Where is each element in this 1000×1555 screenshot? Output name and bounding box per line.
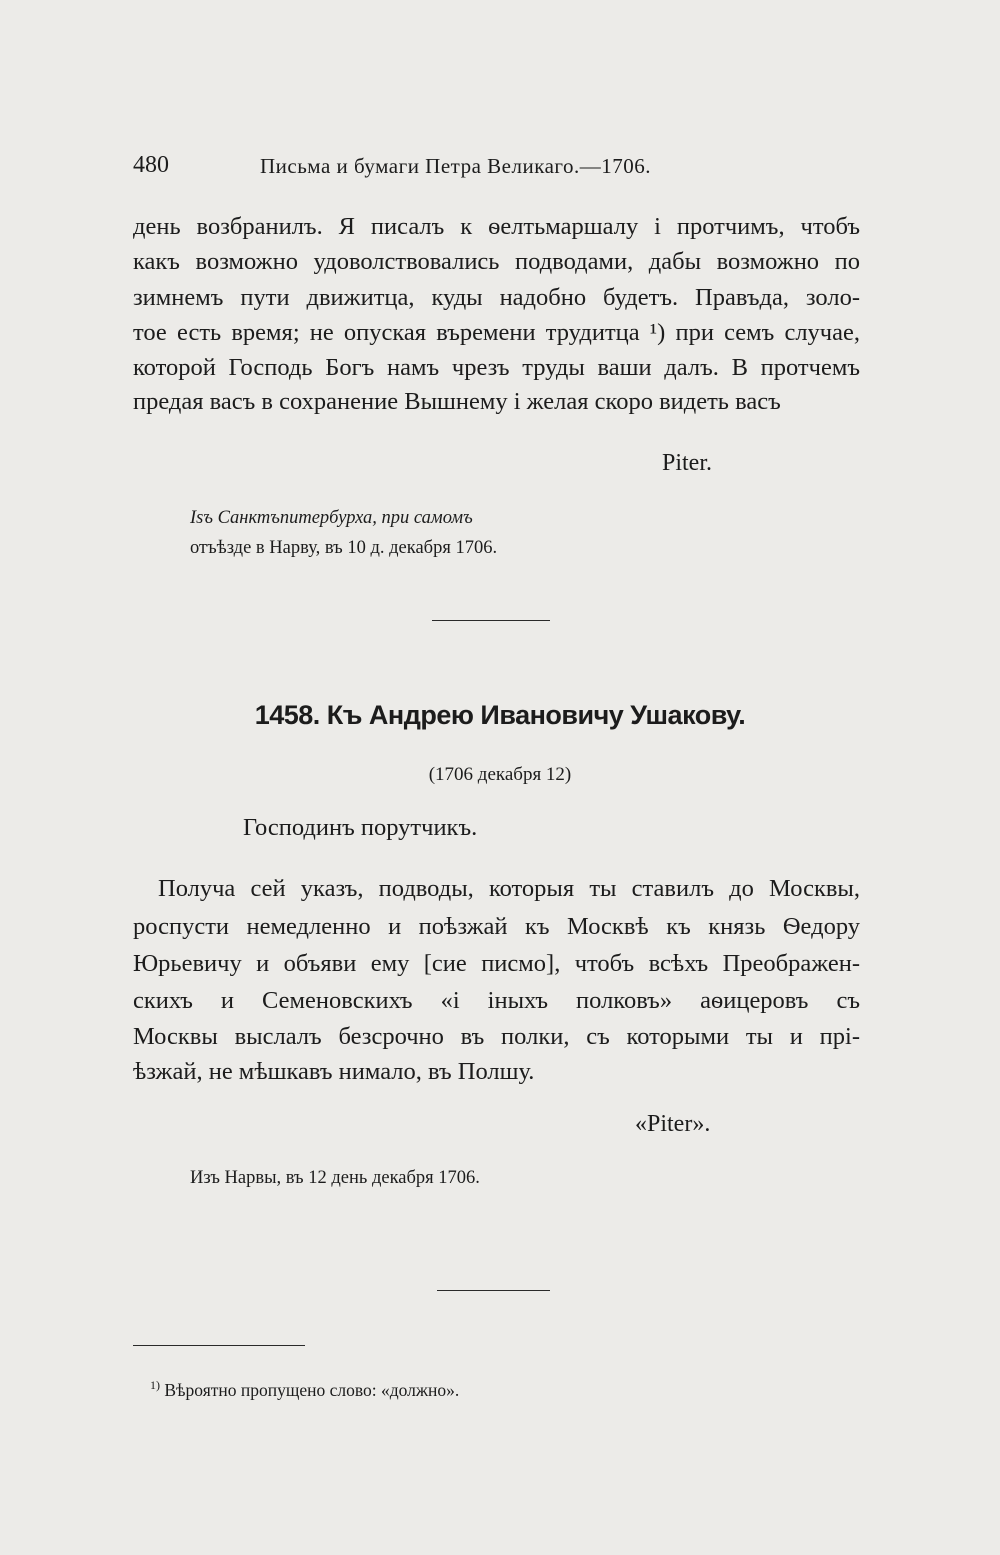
footnote-rule: [133, 1345, 305, 1346]
body-line: зимнемъ пути движитца, куды надобно будетъ. Правъда, золо-: [133, 284, 860, 311]
body-line: Получа сей указъ, подводы, которыя ты ставилъ до Москвы,: [158, 875, 860, 902]
dateline: отъѣзде в Нарву, въ 10 д. декабря 1706.: [190, 538, 498, 558]
letter-heading: 1458. Къ Андрею Ивановичу Ушакову.: [254, 700, 746, 730]
footnote: [150, 1378, 459, 1401]
signature: «Piter».: [635, 1111, 711, 1137]
body-line: Юрьевичу и объяви ему [сие писмо], чтобъ всѣхъ Преображен-: [133, 950, 860, 977]
body-line: ѣзжай, не мѣшкавъ нимало, въ Полшу.: [133, 1058, 535, 1085]
page-number: 480: [133, 152, 169, 178]
body-line: день возбранилъ. Я писалъ к ѳелтьмаршалу і протчимъ, чтобъ: [133, 213, 860, 240]
dateline: Изъ Нарвы, въ 12 день декабря 1706.: [190, 1168, 480, 1188]
body-line: роспусти немедленно и поѣзжай къ Москвѣ къ князь Ѳедору: [133, 913, 860, 940]
body-line: тое есть время; не опуская въремени трудитца ¹) при семъ случае,: [133, 319, 860, 346]
body-line: скихъ и Семеновскихъ «і іныхъ полковъ» аѳицеровъ съ: [133, 987, 860, 1014]
dateline: Іsъ Санктъпитербурха, при самомъ: [190, 508, 473, 528]
running-title: Письма и бумаги Петра Великаго.—1706.: [260, 154, 652, 178]
signature: Piter.: [662, 450, 713, 476]
letter-date: (1706 декабря 12): [428, 764, 572, 785]
body-line: которой Господь Богъ намъ чрезъ труды ваши далъ. В протчемъ: [133, 354, 860, 381]
page-header: [133, 152, 733, 186]
body-line: предая васъ в сохранение Вышнему і желая скоро видеть васъ: [133, 388, 781, 415]
salutation: Господинъ порутчикъ.: [243, 814, 478, 841]
body-line: какъ возможно удоволствовались подводами, дабы возможно по: [133, 248, 860, 275]
footnote-marker: 1): [150, 1378, 160, 1392]
section-divider: [432, 620, 550, 621]
section-divider: [437, 1290, 550, 1291]
footnote-text: Вѣроятно пропущено слово: «должно».: [164, 1379, 460, 1400]
body-line: Москвы выслалъ безсрочно въ полки, съ которыми ты и прі-: [133, 1023, 860, 1050]
